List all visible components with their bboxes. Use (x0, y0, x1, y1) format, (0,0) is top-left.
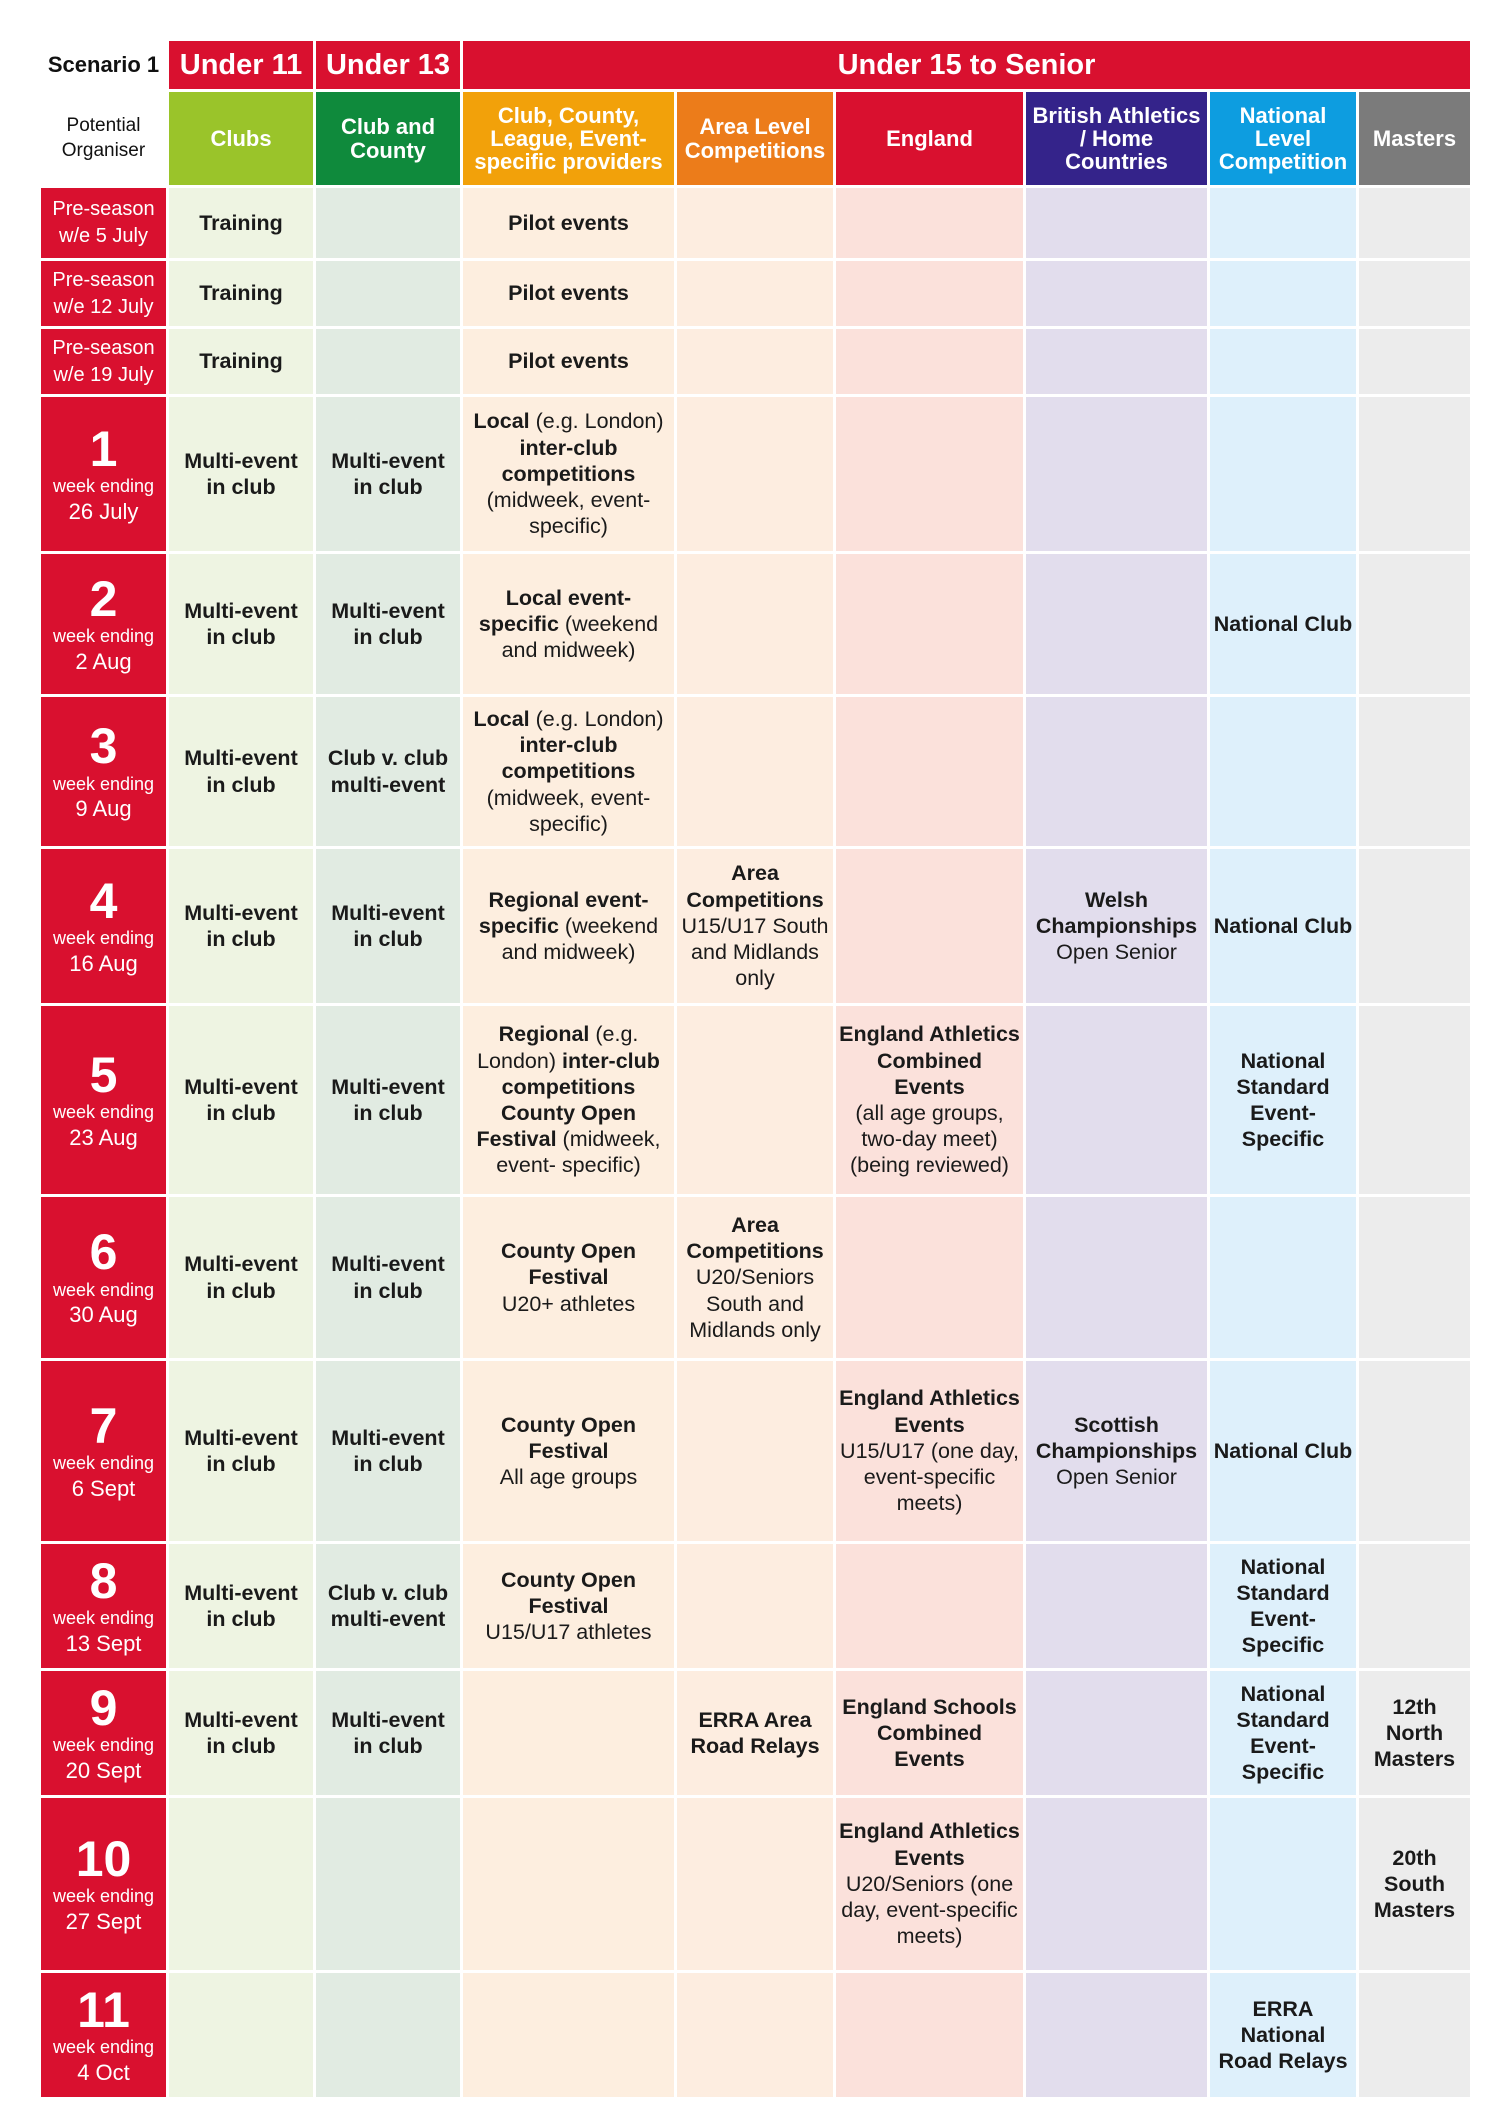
week-label (40, 1196, 168, 1360)
event-title: Multi-event in club (184, 900, 298, 951)
schedule-cell (1025, 187, 1209, 260)
event-title: County Open Festival (476, 1101, 636, 1152)
event-title: Local event-specific (478, 585, 632, 636)
week-row (40, 848, 1472, 1005)
event-title: Club v. club multi-event (327, 746, 449, 797)
schedule-cell (676, 1005, 835, 1196)
schedule-cell (1209, 260, 1358, 328)
event-title: National Standard Event-Specific (1236, 1681, 1330, 1785)
week-label (40, 553, 168, 696)
schedule-cell (462, 1972, 676, 2099)
week-label (40, 260, 168, 328)
schedule-cell (835, 1670, 1025, 1797)
event-title: Multi-event in club (184, 1580, 298, 1631)
schedule-cell (168, 1005, 315, 1196)
event-title: Pilot events (508, 349, 629, 374)
week-ending-label: week ending (52, 1453, 155, 1474)
schedule-cell (835, 848, 1025, 1005)
week-number: 11 (77, 1981, 130, 2038)
week-label (40, 848, 168, 1005)
week-row (40, 1670, 1472, 1797)
week-label (40, 1797, 168, 1972)
event-title: Welsh Championships (1035, 887, 1198, 938)
week-date: 2 Aug (75, 648, 132, 674)
event-detail: U20+ athletes (501, 1291, 636, 1316)
week-row (40, 328, 1472, 396)
schedule-cell (1025, 260, 1209, 328)
week-label (40, 696, 168, 848)
week-label (40, 328, 168, 396)
event-detail: U20/Seniors (one day, event-specific meets) (841, 1871, 1018, 1949)
schedule-cell (1209, 553, 1358, 696)
week-label (40, 396, 168, 553)
schedule-cell (1358, 848, 1472, 1005)
column-header: Clubs (168, 91, 315, 187)
schedule-cell (462, 328, 676, 396)
schedule-cell (462, 1005, 676, 1196)
week-date: 23 Aug (69, 1124, 138, 1150)
schedule-cell (1358, 553, 1472, 696)
schedule-cell (462, 553, 676, 696)
week-ending-label: week ending (52, 626, 155, 647)
event-title: Local (473, 706, 530, 731)
schedule-cell (835, 1005, 1025, 1196)
schedule-cell (315, 187, 462, 260)
schedule-cell (168, 260, 315, 328)
schedule-cell (835, 696, 1025, 848)
age-group-under-13: Under 13 (315, 40, 462, 91)
schedule-cell (168, 553, 315, 696)
schedule-cell (168, 1670, 315, 1797)
age-group-under-11: Under 11 (168, 40, 315, 91)
week-row (40, 696, 1472, 848)
event-title: 12th North Masters (1373, 1694, 1456, 1772)
event-title: Multi-event in club (184, 1425, 298, 1476)
schedule-cell (835, 1543, 1025, 1670)
event-title: Pilot events (508, 210, 629, 235)
week-date: 30 Aug (69, 1302, 138, 1328)
week-number: 4 (89, 872, 118, 929)
week-pre-label: Pre-season (52, 198, 155, 220)
week-date: 26 July (68, 498, 139, 524)
schedule-cell (462, 1360, 676, 1543)
week-pre-label: Pre-season (52, 336, 155, 359)
event-title: 20th South Masters (1373, 1845, 1456, 1923)
schedule-cell (315, 1797, 462, 1972)
schedule-cell (835, 1360, 1025, 1543)
schedule-cell (1209, 1972, 1358, 2099)
schedule-cell (462, 1543, 676, 1670)
schedule-cell (1209, 328, 1358, 396)
event-title: Area Competitions (686, 861, 824, 912)
event-title: Multi-event in club (331, 598, 445, 649)
schedule-cell (462, 1196, 676, 1360)
event-title: Multi-event in club (331, 448, 445, 499)
week-row (40, 553, 1472, 696)
event-title: Multi-event in club (184, 1252, 298, 1303)
schedule-cell (315, 1543, 462, 1670)
week-date: 27 Sept (65, 1908, 142, 1934)
schedule-cell (1358, 328, 1472, 396)
schedule-cell (168, 1543, 315, 1670)
schedule-cell (168, 187, 315, 260)
week-row (40, 1972, 1472, 2099)
event-title: Multi-event in club (184, 746, 298, 797)
schedule-cell (168, 1797, 315, 1972)
schedule-cell (835, 553, 1025, 696)
week-row (40, 187, 1472, 260)
event-title: ERRA National Road Relays (1218, 1996, 1348, 2074)
event-title: Multi-event in club (184, 448, 298, 499)
schedule-cell (168, 848, 315, 1005)
competition-schedule-table (38, 38, 1473, 2100)
schedule-cell (1025, 1196, 1209, 1360)
event-detail: (weekend and midweek) (501, 913, 659, 965)
schedule-cell (1358, 396, 1472, 553)
week-number: 5 (89, 1046, 118, 1103)
week-row (40, 1797, 1472, 1972)
schedule-cell (1025, 396, 1209, 553)
schedule-cell (1358, 187, 1472, 260)
schedule-cell (1025, 1360, 1209, 1543)
week-number: 3 (89, 718, 118, 775)
schedule-cell (676, 187, 835, 260)
event-title: inter-club competitions (501, 733, 636, 784)
schedule-cell (1209, 696, 1358, 848)
column-header: Area Level Competitions (676, 91, 835, 187)
week-ending-label: week ending (52, 1279, 155, 1300)
week-date: 4 Oct (77, 2059, 130, 2085)
week-ending-label: week ending (52, 1608, 155, 1629)
week-ending-label: week ending (52, 476, 155, 497)
week-pre-label: Pre-season (52, 268, 155, 291)
event-detail: (e.g. London) (529, 706, 664, 731)
schedule-cell (168, 1196, 315, 1360)
schedule-cell (676, 1670, 835, 1797)
week-ending-label: week ending (52, 2037, 155, 2058)
event-detail: U15/U17 athletes (485, 1620, 652, 1645)
schedule-cell (1209, 1360, 1358, 1543)
event-detail: (midweek, event-specific) (486, 488, 651, 539)
schedule-cell (315, 1005, 462, 1196)
schedule-cell (462, 187, 676, 260)
event-title: Training (199, 281, 283, 306)
event-detail: (e.g. London) (477, 1022, 639, 1073)
schedule-cell (1025, 696, 1209, 848)
schedule-cell (1025, 848, 1209, 1005)
event-title: County Open Festival (501, 1567, 636, 1618)
schedule-cell (1025, 1972, 1209, 2099)
schedule-cell (462, 1797, 676, 1972)
event-title: National Club (1213, 913, 1353, 938)
schedule-cell (1358, 1005, 1472, 1196)
schedule-cell (1358, 696, 1472, 848)
week-number: 10 (75, 1830, 132, 1887)
event-title: Pilot events (508, 281, 629, 306)
event-detail: (midweek, event-specific) (486, 785, 651, 836)
week-ending-label: week ending (52, 773, 155, 794)
event-detail: (e.g. London) (529, 409, 664, 434)
schedule-cell (835, 1797, 1025, 1972)
event-title: England Athletics Events (839, 1819, 1020, 1870)
event-title: Regional event-specific (478, 887, 649, 938)
schedule-cell (1025, 553, 1209, 696)
schedule-cell (315, 848, 462, 1005)
week-number: 2 (89, 570, 118, 627)
schedule-cell (1209, 1543, 1358, 1670)
schedule-cell (1209, 1797, 1358, 1972)
week-date: 13 Sept (65, 1630, 142, 1656)
schedule-cell (315, 696, 462, 848)
week-date: 9 Aug (75, 796, 132, 822)
event-title: Multi-event in club (331, 1425, 445, 1476)
schedule-cell (1209, 1196, 1358, 1360)
schedule-cell (315, 1670, 462, 1797)
schedule-cell (168, 396, 315, 553)
event-title: England Athletics Events (839, 1386, 1020, 1437)
schedule-cell (1358, 1360, 1472, 1543)
schedule-cell (676, 1797, 835, 1972)
schedule-cell (1209, 396, 1358, 553)
week-row (40, 260, 1472, 328)
week-date: w/e 19 July (53, 363, 154, 386)
schedule-cell (676, 553, 835, 696)
schedule-cell (1209, 187, 1358, 260)
event-detail: Open Senior (1056, 940, 1177, 965)
schedule-cell (168, 1972, 315, 2099)
schedule-cell (676, 1196, 835, 1360)
schedule-cell (462, 1670, 676, 1797)
week-label (40, 1670, 168, 1797)
schedule-cell (1358, 1972, 1472, 2099)
week-date: 6 Sept (71, 1475, 136, 1501)
age-group-row (40, 40, 1472, 91)
column-header: National Level Competition (1209, 91, 1358, 187)
event-title: National Standard Event-Specific (1236, 1554, 1330, 1658)
schedule-cell (835, 1196, 1025, 1360)
schedule-cell (462, 260, 676, 328)
week-date: 20 Sept (65, 1757, 142, 1783)
schedule-cell (462, 696, 676, 848)
column-header: Club and County (315, 91, 462, 187)
schedule-cell (1358, 260, 1472, 328)
schedule-cell (1358, 1797, 1472, 1972)
week-label (40, 1543, 168, 1670)
schedule-cell (1358, 1543, 1472, 1670)
schedule-cell (676, 1543, 835, 1670)
event-title: ERRA Area Road Relays (690, 1707, 820, 1758)
schedule-cell (676, 696, 835, 848)
week-number: 1 (89, 420, 118, 477)
schedule-cell (1358, 1670, 1472, 1797)
potential-organiser-label: Potential Organiser (40, 91, 168, 187)
event-title: Multi-event in club (331, 1074, 445, 1125)
event-title: Regional (498, 1022, 590, 1047)
week-label (40, 1360, 168, 1543)
schedule-cell (1025, 328, 1209, 396)
event-title: National Club (1213, 1438, 1353, 1463)
event-title: Multi-event in club (331, 900, 445, 951)
event-title: Multi-event in club (331, 1707, 445, 1758)
event-detail: U15/U17 South and Midlands only (681, 913, 829, 991)
event-title: Training (199, 210, 283, 235)
schedule-cell (168, 1360, 315, 1543)
schedule-cell (462, 396, 676, 553)
schedule-cell (676, 1972, 835, 2099)
schedule-cell (1358, 1196, 1472, 1360)
event-title: Local (473, 409, 530, 434)
event-title: inter-club competitions (501, 435, 636, 486)
schedule-cell (462, 848, 676, 1005)
event-detail: (all age groups, two-day meet) (being reviewed) (850, 1101, 1009, 1178)
schedule-cell (835, 1972, 1025, 2099)
event-title: Area Competitions (686, 1212, 824, 1264)
week-ending-label: week ending (52, 928, 155, 949)
schedule-cell (315, 396, 462, 553)
week-row (40, 1196, 1472, 1360)
week-date: w/e 12 July (53, 295, 154, 318)
week-number: 8 (89, 1552, 118, 1609)
schedule-cell (1209, 1670, 1358, 1797)
schedule-cell (835, 187, 1025, 260)
event-title: Multi-event in club (184, 598, 298, 649)
schedule-cell (676, 328, 835, 396)
event-title: Training (199, 349, 283, 374)
event-title: County Open Festival (501, 1239, 636, 1290)
schedule-cell (315, 328, 462, 396)
event-title: Club v. club multi-event (327, 1580, 449, 1631)
organiser-header-row (40, 91, 1472, 187)
week-number: 6 (89, 1224, 118, 1281)
schedule-cell (835, 328, 1025, 396)
schedule-cell (1025, 1670, 1209, 1797)
event-title: County Open Festival (501, 1412, 636, 1463)
week-label (40, 1005, 168, 1196)
event-title: inter-club competitions (501, 1048, 660, 1099)
week-ending-label: week ending (52, 1886, 155, 1907)
week-ending-label: week ending (52, 1735, 155, 1756)
event-detail: (midweek, event- specific) (496, 1127, 661, 1178)
schedule-cell (315, 1972, 462, 2099)
schedule-cell (168, 328, 315, 396)
schedule-cell (315, 1196, 462, 1360)
schedule-cell (1209, 1005, 1358, 1196)
schedule-cell (1025, 1543, 1209, 1670)
schedule-cell (676, 848, 835, 1005)
event-title: National Standard Event-Specific (1236, 1048, 1330, 1152)
event-title: Multi-event in club (184, 1074, 298, 1125)
schedule-cell (676, 260, 835, 328)
schedule-cell (1209, 848, 1358, 1005)
week-label (40, 187, 168, 260)
week-row (40, 1543, 1472, 1670)
event-title: National Club (1213, 611, 1353, 636)
week-number: 9 (89, 1679, 118, 1736)
week-date: 16 Aug (69, 950, 138, 976)
column-header: Club, County, League, Event-specific providers (462, 91, 676, 187)
schedule-cell (676, 396, 835, 553)
schedule-cell (835, 260, 1025, 328)
event-title: Multi-event in club (184, 1707, 298, 1758)
event-detail: (weekend and midweek) (501, 611, 659, 663)
event-detail: Open Senior (1056, 1465, 1177, 1490)
event-detail: U20/Seniors South and Midlands only (689, 1265, 821, 1342)
event-detail: All age groups (499, 1465, 638, 1490)
week-label (40, 1972, 168, 2099)
week-date: w/e 5 July (59, 225, 148, 247)
schedule-cell (315, 1360, 462, 1543)
schedule-cell (168, 696, 315, 848)
event-title: Multi-event in club (331, 1252, 445, 1303)
schedule-cell (676, 1360, 835, 1543)
event-title: England Schools Combined Events (842, 1694, 1017, 1772)
scenario-label: Scenario 1 (40, 40, 168, 91)
column-header: Masters (1358, 91, 1472, 187)
week-row (40, 1005, 1472, 1196)
schedule-sheet (38, 38, 1470, 2100)
schedule-cell (1025, 1005, 1209, 1196)
schedule-cell (315, 553, 462, 696)
column-header: British Athletics / Home Countries (1025, 91, 1209, 187)
event-title: Scottish Championships (1035, 1412, 1198, 1463)
schedule-cell (835, 396, 1025, 553)
schedule-cell (315, 260, 462, 328)
event-title: England Athletics Combined Events (839, 1022, 1020, 1099)
age-group-under-15-to-senior: Under 15 to Senior (462, 40, 1472, 91)
event-detail: U15/U17 (one day, event-specific meets) (840, 1438, 1019, 1516)
week-number: 7 (89, 1397, 118, 1454)
week-row (40, 396, 1472, 553)
week-row (40, 1360, 1472, 1543)
week-ending-label: week ending (52, 1102, 155, 1123)
schedule-cell (1025, 1797, 1209, 1972)
column-header: England (835, 91, 1025, 187)
